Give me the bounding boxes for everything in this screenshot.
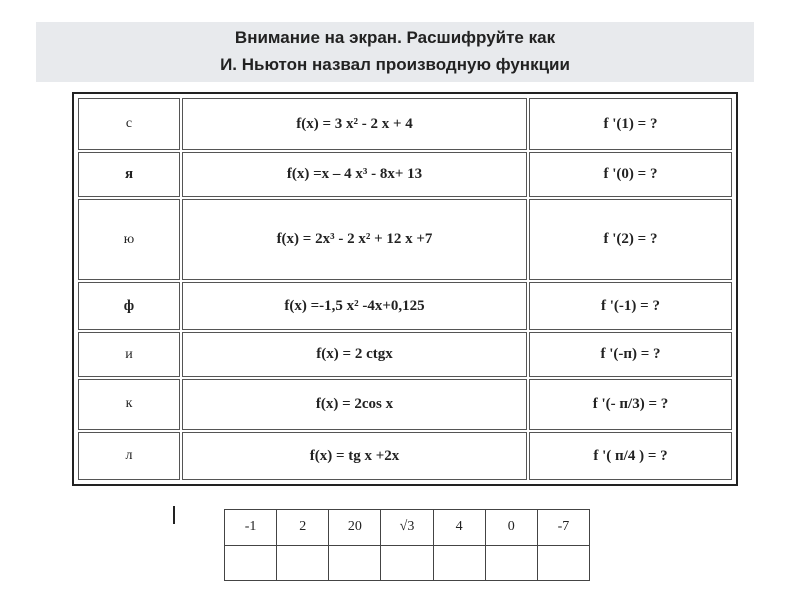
row-letter: с [78, 98, 180, 150]
row-letter: я [78, 152, 180, 197]
answer-letter-slot[interactable] [485, 545, 537, 581]
function-cell: f(x) = 2 ctgx [182, 332, 527, 377]
table-row [78, 332, 732, 377]
row-letter: к [78, 379, 180, 430]
answer-value: √3 [381, 510, 433, 546]
function-cell: f(x) =x – 4 x³ - 8x+ 13 [182, 152, 527, 197]
answer-value: 0 [485, 510, 537, 546]
derivative-cell: f '(-1) = ? [529, 282, 732, 330]
text-cursor [173, 506, 175, 524]
answer-value: -1 [225, 510, 277, 546]
answer-value: 20 [329, 510, 381, 546]
answer-letter-slot[interactable] [225, 545, 277, 581]
answer-values-row [225, 510, 590, 546]
function-cell: f(x) = 2cos x [182, 379, 527, 430]
table-row [78, 199, 732, 280]
derivative-cell: f '(-п) = ? [529, 332, 732, 377]
function-cell: f(x) =-1,5 x² -4x+0,125 [182, 282, 527, 330]
answer-letter-slot[interactable] [537, 545, 589, 581]
functions-table [72, 92, 738, 486]
table-row [78, 98, 732, 150]
answer-letter-slot[interactable] [329, 545, 381, 581]
answer-table [224, 509, 590, 581]
row-letter: л [78, 432, 180, 480]
derivative-cell: f '(0) = ? [529, 152, 732, 197]
derivative-cell: f '(1) = ? [529, 98, 732, 150]
answer-letters-row [225, 545, 590, 581]
table-row [78, 432, 732, 480]
table-row [78, 379, 732, 430]
function-cell: f(x) = tg x +2x [182, 432, 527, 480]
function-cell: f(x) = 3 x² - 2 x + 4 [182, 98, 527, 150]
derivative-cell: f '(- п/3) = ? [529, 379, 732, 430]
derivative-cell: f '(2) = ? [529, 199, 732, 280]
answer-value: 4 [433, 510, 485, 546]
derivative-cell: f '( п/4 ) = ? [529, 432, 732, 480]
row-letter: ю [78, 199, 180, 280]
row-letter: и [78, 332, 180, 377]
function-cell: f(x) = 2x³ - 2 x² + 12 x +7 [182, 199, 527, 280]
answer-value: -7 [537, 510, 589, 546]
title-line-1: Внимание на экран. Расшифруйте как [234, 28, 556, 47]
title-banner [36, 22, 754, 82]
title-line-2: И. Ньютон назвал производную функции [220, 55, 570, 74]
table-row [78, 282, 732, 330]
answer-value: 2 [277, 510, 329, 546]
table-row [78, 152, 732, 197]
answer-letter-slot[interactable] [381, 545, 433, 581]
answer-letter-slot[interactable] [277, 545, 329, 581]
answer-letter-slot[interactable] [433, 545, 485, 581]
row-letter: ф [78, 282, 180, 330]
